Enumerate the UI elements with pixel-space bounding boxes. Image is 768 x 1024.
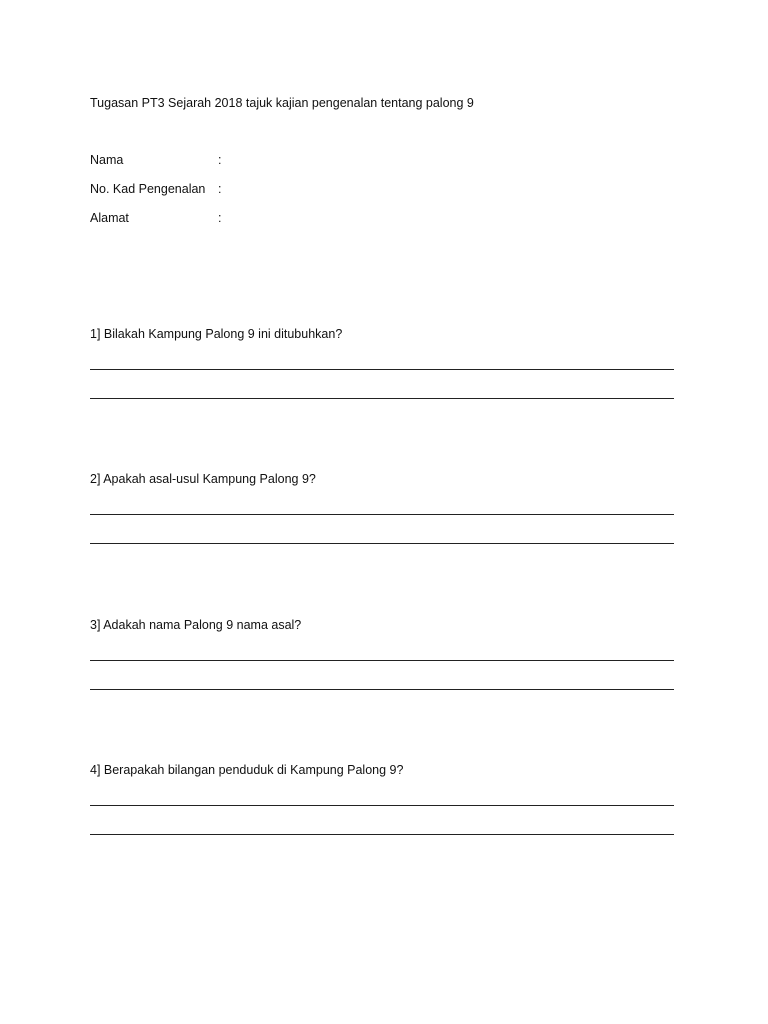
answer-line	[90, 834, 674, 835]
question-text: 3] Adakah nama Palong 9 nama asal?	[90, 618, 302, 632]
field-label-nama: Nama	[90, 153, 124, 167]
field-separator: :	[218, 182, 222, 196]
field-label-alamat: Alamat	[90, 211, 129, 225]
answer-line	[90, 514, 674, 515]
question-text: 4] Berapakah bilangan penduduk di Kampung Palong 9?	[90, 763, 404, 777]
field-separator: :	[218, 211, 222, 225]
question-text: 1] Bilakah Kampung Palong 9 ini ditubuhkan?	[90, 327, 343, 341]
document-title: Tugasan PT3 Sejarah 2018 tajuk kajian pengenalan tentang palong 9	[90, 96, 474, 110]
answer-line	[90, 805, 674, 806]
answer-line	[90, 543, 674, 544]
answer-line	[90, 398, 674, 399]
answer-line	[90, 689, 674, 690]
question-text: 2] Apakah asal-usul Kampung Palong 9?	[90, 472, 316, 486]
field-separator: :	[218, 153, 222, 167]
answer-line	[90, 369, 674, 370]
field-label-no-kad-pengenalan: No. Kad Pengenalan	[90, 182, 206, 196]
answer-line	[90, 660, 674, 661]
